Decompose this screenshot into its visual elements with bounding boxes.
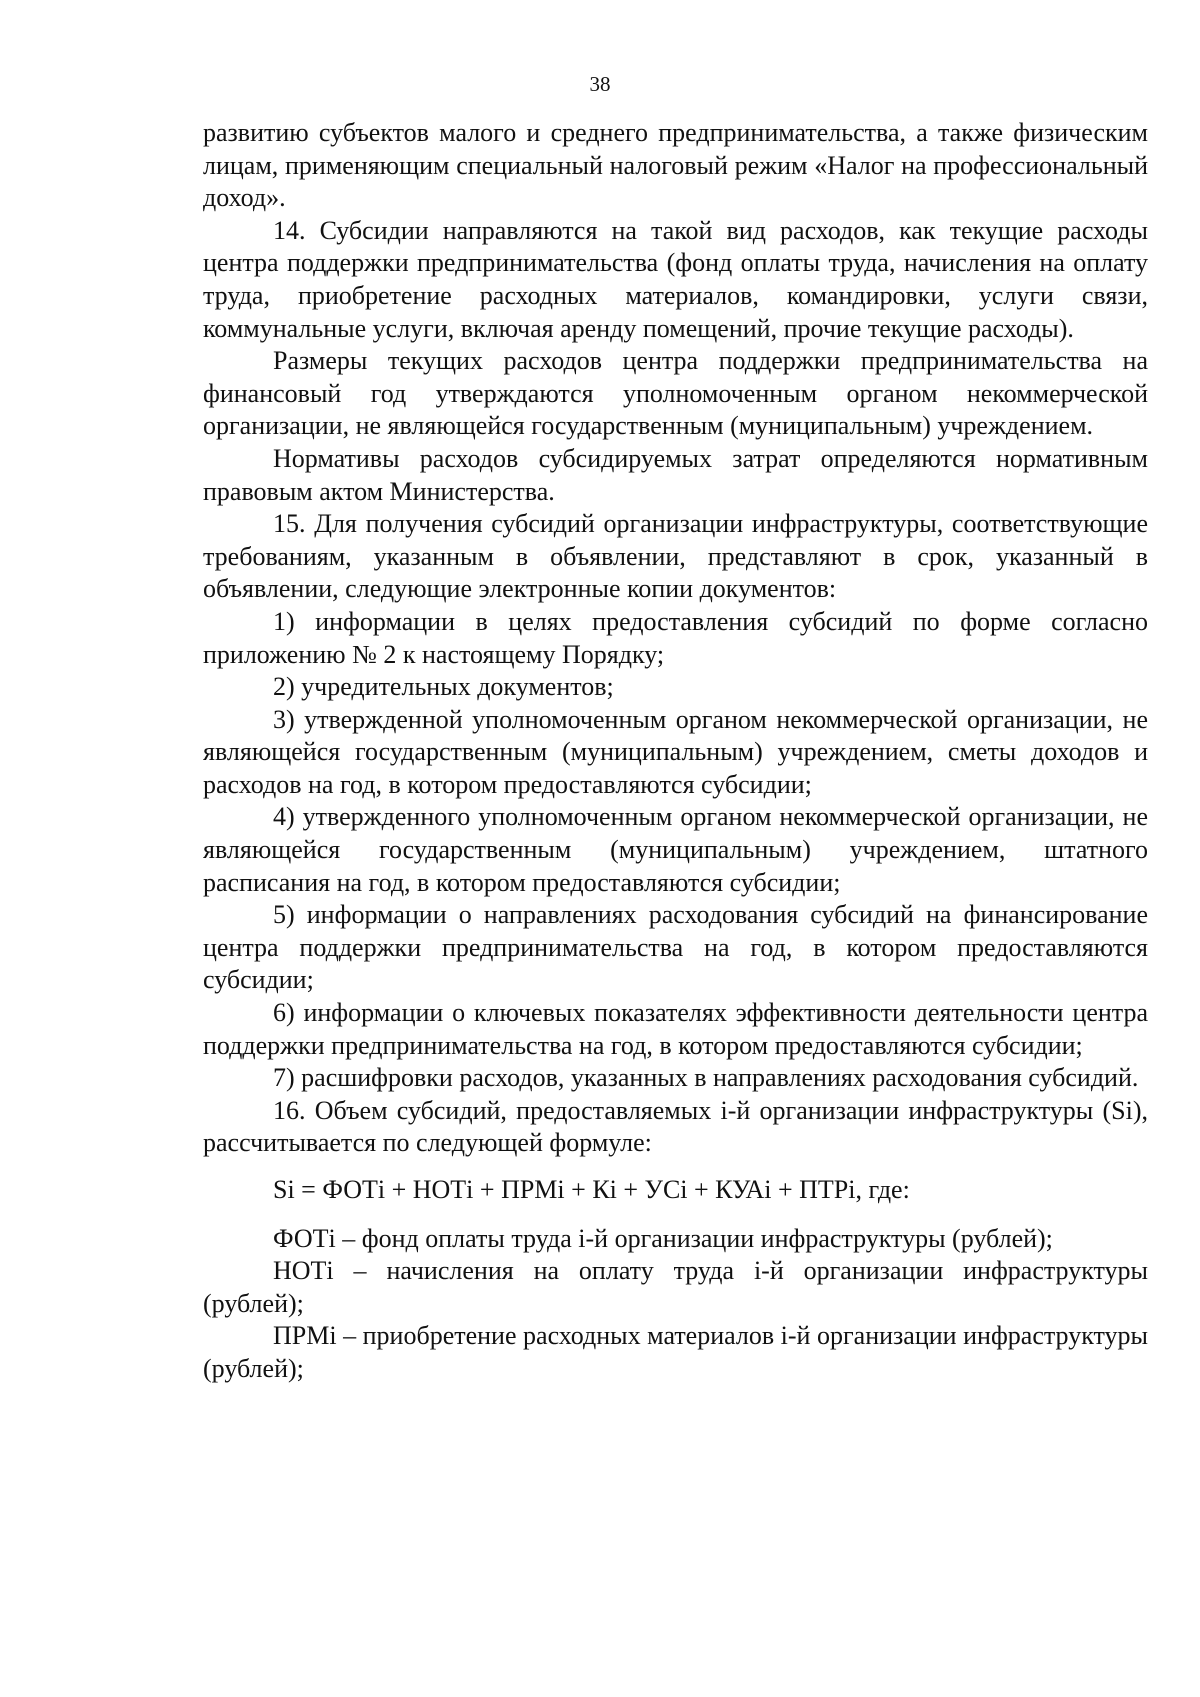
- formula: Si = ФОТi + НОТi + ПРМi + Кi + УСi + КУАi + ПТРi, где:: [273, 1175, 910, 1204]
- paragraph-expense-sizes: Размеры текущих расходов центра поддержки предпринимательства на финансовый год утверждаются уполномоченным органом некоммерческой организации, не являющейся государственным (муниципальным) учреждением.: [203, 346, 1148, 441]
- paragraph-item-16: 16. Объем субсидий, предоставляемых i-й организации инфраструктуры (Si), рассчитывается по следующей формуле:: [203, 1095, 1148, 1158]
- definition-fot: ФОТi – фонд оплаты труда i-й организации инфраструктуры (рублей);: [273, 1223, 1053, 1253]
- definition-not: НОТi – начисления на оплату труда i-й организации инфраструктуры (рублей);: [203, 1256, 1148, 1318]
- list-item-1: 1) информации в целях предоставления субсидий по форме согласно приложению № 2 к настоящему Порядку;: [203, 606, 1148, 669]
- paragraph-item-15: 15. Для получения субсидий организации инфраструктуры, соответствующие требованиям, указанным в объявлении, представляют в срок, указанный в объявлении, следующие электронные копии документов:: [203, 509, 1148, 604]
- list-item-2: 2) учредительных документов;: [273, 672, 614, 702]
- paragraph-item-14: 14. Субсидии направляются на такой вид расходов, как текущие расходы центра поддержки предпринимательства (фонд оплаты труда, начисления на оплату труда, приобретение расходных материалов, командировки, услуги связи, коммунальные услуги, включая аренду помещений, прочие текущие расходы).: [203, 215, 1148, 343]
- definition-prm: ПРМi – приобретение расходных материалов i-й организации инфраструктуры (рублей);: [203, 1321, 1148, 1383]
- paragraph-norms: Нормативы расходов субсидируемых затрат определяются нормативным правовым актом Министерства.: [203, 443, 1148, 506]
- list-item-6: 6) информации о ключевых показателях эффективности деятельности центра поддержки предпринимательства на год, в котором предоставляются субсидии;: [203, 998, 1148, 1060]
- list-item-5: 5) информации о направлениях расходования субсидий на финансирование центра поддержки предпринимательства на год, в котором предоставляются субсидии;: [203, 900, 1148, 995]
- page-number: 38: [589, 72, 611, 96]
- paragraph-continuation: развитию субъектов малого и среднего предпринимательства, а также физическим лицам, применяющим специальный налоговый режим «Налог на профессиональный доход».: [203, 118, 1148, 213]
- list-item-3: 3) утвержденной уполномоченным органом некоммерческой организации, не являющейся государственным (муниципальным) учреждением, сметы доходов и расходов на год, в котором предоставляются субсидии;: [203, 704, 1148, 799]
- list-item-7: 7) расшифровки расходов, указанных в направлениях расходования субсидий.: [273, 1063, 1139, 1093]
- document-body: [203, 117, 1148, 1386]
- list-item-4: 4) утвержденного уполномоченным органом некоммерческой организации, не являющейся государственным (муниципальным) учреждением, штатного расписания на год, в котором предоставляются субсидии;: [203, 802, 1148, 897]
